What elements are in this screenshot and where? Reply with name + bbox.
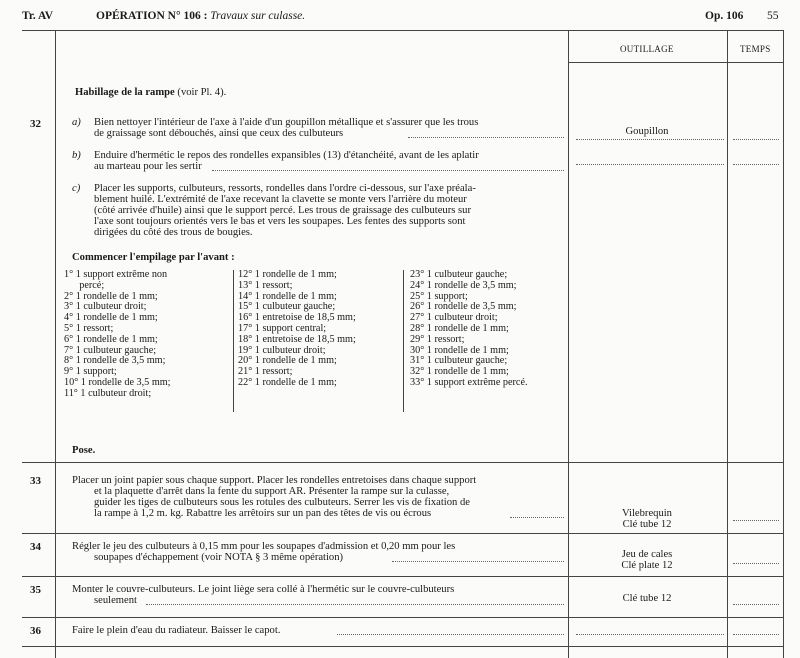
stacking-column-2	[238, 270, 404, 389]
leader-dots	[146, 604, 564, 605]
stacking-entry: 19° 1 culbuteur droit;	[238, 344, 326, 356]
stacking-divider	[233, 270, 234, 412]
stacking-entry: 26° 1 rondelle de 3,5 mm;	[410, 301, 517, 313]
stacking-intro: Commencer l'empilage par l'avant :	[72, 252, 235, 263]
stacking-entry: 16° 1 entretoise de 18,5 mm;	[238, 312, 356, 324]
stacking-entry: 25° 1 support;	[410, 290, 468, 302]
stacking-entry: 5° 1 ressort;	[64, 322, 114, 334]
stacking-entry: 22° 1 rondelle de 1 mm;	[238, 376, 337, 388]
stacking-entry: 11° 1 culbuteur droit;	[64, 387, 152, 399]
step-text-line: seulement	[94, 595, 137, 606]
time-rule	[733, 563, 779, 564]
stacking-entry: 17° 1 support central;	[238, 322, 327, 334]
col-rule-time	[727, 30, 728, 658]
stacking-entry: 29° 1 ressort;	[410, 333, 465, 345]
stacking-entry: 10° 1 rondelle de 3,5 mm;	[64, 376, 171, 388]
stacking-entry: 27° 1 culbuteur droit;	[410, 312, 498, 324]
stacking-entry: 18° 1 entretoise de 18,5 mm;	[238, 333, 356, 345]
step-text-line: au marteau pour les sertir	[94, 161, 202, 172]
time-rule	[733, 634, 779, 635]
step-text-line: l'axe sont toujours orientés vers le bas et vers les soupapes. Les fentes des supports sont	[94, 216, 466, 227]
step-text-line: la rampe à 1,2 m. kg. Rabattre les arrêtoirs sur un pan des têtes de vis ou écrous	[94, 508, 432, 519]
step-text-line: dirigées du côté des trous de bougies.	[94, 227, 253, 238]
stacking-column-3	[410, 270, 566, 389]
step-item-label: c)	[72, 183, 81, 194]
operation-subtitle: Travaux sur culasse.	[210, 10, 306, 22]
tool-rule	[576, 634, 724, 635]
stacking-entry: 7° 1 culbuteur gauche;	[64, 344, 157, 356]
stacking-entry: 8° 1 rondelle de 3,5 mm;	[64, 355, 166, 367]
stacking-entry: 3° 1 culbuteur droit;	[64, 301, 147, 313]
stacking-entry: 2° 1 rondelle de 1 mm;	[64, 290, 158, 302]
tool-name: Goupillon	[625, 126, 669, 137]
time-rule	[733, 164, 779, 165]
step-number: 36	[30, 625, 41, 637]
stacking-entry: percé;	[64, 279, 105, 291]
step-number: 33	[30, 475, 41, 487]
row-rule	[22, 462, 784, 463]
col-rule-tools	[568, 30, 569, 658]
column-header-tools: OUTILLAGE	[620, 44, 674, 54]
stacking-entry: 30° 1 rondelle de 1 mm;	[410, 344, 509, 356]
column-header-rule	[568, 62, 783, 63]
stacking-entry: 32° 1 rondelle de 1 mm;	[410, 366, 509, 378]
step-text-line: (côté arrivée d'huile) ainsi que le support percé. Les trous de graissage des culbuteurs sur	[94, 205, 471, 216]
section-title-pose: Pose.	[72, 445, 96, 456]
stacking-entry: 21° 1 ressort;	[238, 366, 293, 378]
time-rule	[733, 520, 779, 521]
stacking-entry: 24° 1 rondelle de 3,5 mm;	[410, 279, 517, 291]
tool-name: Clé tube 12	[622, 593, 672, 604]
time-rule	[733, 604, 779, 605]
tool-rule	[576, 139, 724, 140]
row-rule	[22, 576, 784, 577]
step-text-line: Enduire d'hermétic le repos des rondelles expansibles (13) d'étanchéité, avant de les aplatir	[94, 150, 479, 161]
step-text-line: guider les tiges de culbuteurs sous les rotules des culbuteurs. Serrer les vis de fixation de	[94, 497, 470, 508]
step-text-line: Bien nettoyer l'intérieur de l'axe à l'aide d'un goupillon métallique et s'assurer que les trous	[94, 117, 479, 128]
tool-name: Vilebrequin	[622, 508, 672, 519]
leader-dots	[392, 561, 564, 562]
page-number: 55	[767, 10, 779, 22]
step-number: 32	[30, 118, 41, 130]
column-header-time: TEMPS	[740, 44, 771, 54]
step-number: 35	[30, 584, 41, 596]
step-text-line: et la plaquette d'arrêt dans la fente du support AR. Présenter la rampe sur la culasse,	[94, 486, 450, 497]
step-text-line: Placer les supports, culbuteurs, ressorts, rondelles dans l'ordre ci-dessous, sur l'axe préala-	[94, 183, 476, 194]
step-text-line: Monter le couvre-culbuteurs. Le joint liège sera collé à l'hermétic sur le couvre-culbuteurs	[72, 584, 455, 595]
stacking-entry: 13° 1 ressort;	[238, 279, 293, 291]
col-rule-right	[783, 30, 784, 658]
stacking-entry: 23° 1 culbuteur gauche;	[410, 269, 508, 280]
stacking-entry: 1° 1 support extrême non	[64, 269, 168, 280]
stacking-entry: 28° 1 rondelle de 1 mm;	[410, 322, 509, 334]
stacking-entry: 15° 1 culbuteur gauche;	[238, 301, 336, 313]
header-section-label: Tr. AV	[22, 10, 54, 22]
stacking-entry: 4° 1 rondelle de 1 mm;	[64, 312, 158, 324]
leader-dots	[212, 170, 564, 171]
section-title-habillage: Habillage de la rampe (voir Pl. 4).	[75, 87, 227, 98]
stacking-entry: 6° 1 rondelle de 1 mm;	[64, 333, 158, 345]
step-item-label: a)	[72, 117, 81, 128]
stacking-entry: 9° 1 support;	[64, 366, 117, 378]
stacking-entry: 33° 1 support extrême percé.	[410, 376, 528, 388]
tool-name: Clé tube 12	[622, 519, 672, 530]
col-rule-number	[55, 30, 56, 658]
leader-dots	[337, 634, 564, 635]
step-text-line: Faire le plein d'eau du radiateur. Baisser le capot.	[72, 625, 281, 636]
step-text-line: de graissage sont débouchés, ainsi que ceux des culbuteurs	[94, 128, 344, 139]
step-text-line: Régler le jeu des culbuteurs à 0,15 mm pour les soupapes d'admission et 0,20 mm pour les	[72, 541, 456, 552]
operation-number: OPÉRATION N° 106 :	[96, 10, 208, 22]
leader-dots	[510, 517, 564, 518]
step-text-line: soupapes d'échappement (voir NOTA § 3 même opération)	[94, 552, 344, 563]
row-rule	[22, 646, 784, 647]
tool-rule	[576, 164, 724, 165]
step-text-line: blement huilé. L'extrémité de l'axe recevant la clavette se monte vers l'arrière du moteur	[94, 194, 467, 205]
step-text-line: Placer un joint papier sous chaque support. Placer les rondelles entretoises dans chaque support	[72, 475, 477, 486]
leader-dots	[408, 137, 564, 138]
row-rule	[22, 533, 784, 534]
step-item-label: b)	[72, 150, 81, 161]
tool-name: Clé plate 12	[621, 560, 673, 571]
stacking-entry: 20° 1 rondelle de 1 mm;	[238, 355, 337, 367]
step-number: 34	[30, 541, 41, 553]
row-rule	[22, 617, 784, 618]
tool-name: Jeu de cales	[621, 549, 673, 560]
header-rule	[22, 30, 784, 31]
stacking-divider	[403, 270, 404, 412]
stacking-column-1	[64, 270, 232, 400]
stacking-entry: 14° 1 rondelle de 1 mm;	[238, 290, 337, 302]
stacking-entry: 31° 1 culbuteur gauche;	[410, 355, 508, 367]
stacking-entry: 12° 1 rondelle de 1 mm;	[238, 269, 337, 280]
time-rule	[733, 139, 779, 140]
header-operation-title	[96, 10, 305, 22]
header-op-ref: Op. 106	[705, 10, 744, 22]
